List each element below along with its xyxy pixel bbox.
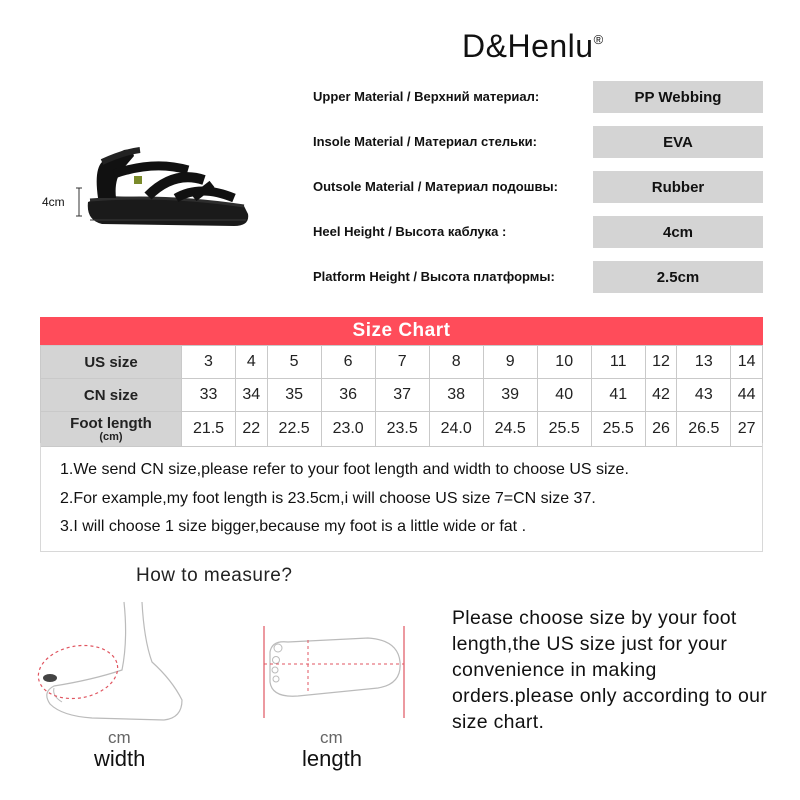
note-2: 2.For example,my foot length is 23.5cm,i will choose US size 7=CN size 37.	[60, 490, 596, 507]
foot-length-cell: 25.5	[537, 412, 591, 447]
cn-size-cell: 42	[645, 379, 677, 412]
foot-length-cell: 24.0	[429, 412, 483, 447]
foot-length-cell: 23.0	[321, 412, 375, 447]
cn-size-row	[41, 379, 763, 412]
spec-label-insole: Insole Material / Материал стельки:	[313, 134, 537, 149]
cn-size-cell: 38	[429, 379, 483, 412]
spec-label-platform: Platform Height / Высота платформы:	[313, 269, 555, 284]
size-chart-title: Size Chart	[40, 317, 763, 345]
us-size-cell: 14	[731, 346, 763, 379]
cn-size-header: CN size	[41, 379, 182, 412]
spec-value-insole: EVA	[593, 126, 763, 158]
cn-size-cell: 39	[483, 379, 537, 412]
cn-size-cell: 35	[267, 379, 321, 412]
us-size-cell: 4	[236, 346, 268, 379]
heel-height-marker	[74, 186, 84, 220]
spec-value-upper: PP Webbing	[593, 81, 763, 113]
cn-size-cell: 43	[677, 379, 731, 412]
us-size-cell: 3	[182, 346, 236, 379]
foot-length-header	[41, 412, 182, 447]
spec-label-outsole: Outsole Material / Материал подошвы:	[313, 179, 558, 194]
note-3: 3.I will choose 1 size bigger,because my foot is a little wide or fat .	[60, 518, 527, 535]
spec-value-outsole: Rubber	[593, 171, 763, 203]
us-size-cell: 9	[483, 346, 537, 379]
foot-length-row	[41, 412, 763, 447]
length-label: length	[302, 746, 362, 771]
brand-logo	[462, 28, 604, 65]
spec-value-platform: 2.5cm	[593, 261, 763, 293]
foot-length-cell: 26	[645, 412, 677, 447]
foot-length-label: Foot length	[70, 414, 152, 432]
us-size-cell: 13	[677, 346, 731, 379]
spec-label-heel: Heel Height / Высота каблука :	[313, 224, 507, 239]
width-unit: cm	[108, 728, 131, 747]
us-size-cell: 5	[267, 346, 321, 379]
us-size-header: US size	[41, 346, 182, 379]
us-size-cell: 10	[537, 346, 591, 379]
foot-length-cell: 26.5	[677, 412, 731, 447]
us-size-row	[41, 346, 763, 379]
brand-name: D&Henlu	[462, 28, 594, 64]
size-chart-table	[40, 345, 763, 447]
foot-width-illustration	[32, 600, 212, 725]
note-1: 1.We send CN size,please refer to your foot length and width to choose US size.	[60, 461, 629, 478]
length-unit: cm	[320, 728, 343, 747]
width-label: width	[94, 746, 146, 771]
us-size-cell: 6	[321, 346, 375, 379]
us-size-cell: 11	[591, 346, 645, 379]
cn-size-cell: 36	[321, 379, 375, 412]
foot-length-illustration	[258, 622, 418, 722]
foot-length-cell: 21.5	[182, 412, 236, 447]
spec-value-heel: 4cm	[593, 216, 763, 248]
registered-mark: ®	[593, 32, 604, 47]
cn-size-cell: 40	[537, 379, 591, 412]
cn-size-cell: 41	[591, 379, 645, 412]
cn-size-cell: 44	[731, 379, 763, 412]
sandal-image	[84, 140, 254, 240]
how-to-measure-title: How to measure?	[136, 565, 293, 586]
cn-size-cell: 37	[375, 379, 429, 412]
us-size-cell: 7	[375, 346, 429, 379]
foot-length-cell: 27	[731, 412, 763, 447]
foot-length-cell: 24.5	[483, 412, 537, 447]
foot-length-cell: 23.5	[375, 412, 429, 447]
spec-label-upper: Upper Material / Верхний материал:	[313, 89, 540, 104]
us-size-cell: 12	[645, 346, 677, 379]
foot-length-cell: 22	[236, 412, 268, 447]
foot-length-cell: 25.5	[591, 412, 645, 447]
heel-height-label: 4cm	[42, 195, 65, 209]
foot-length-unit: (cm)	[99, 430, 123, 443]
cn-size-cell: 34	[236, 379, 268, 412]
cn-size-cell: 33	[182, 379, 236, 412]
foot-length-cell: 22.5	[267, 412, 321, 447]
size-advice-text: Please choose size by your foot length,the US size just for your convenience in making orders.please only according to our size chart.	[452, 607, 768, 733]
us-size-cell: 8	[429, 346, 483, 379]
